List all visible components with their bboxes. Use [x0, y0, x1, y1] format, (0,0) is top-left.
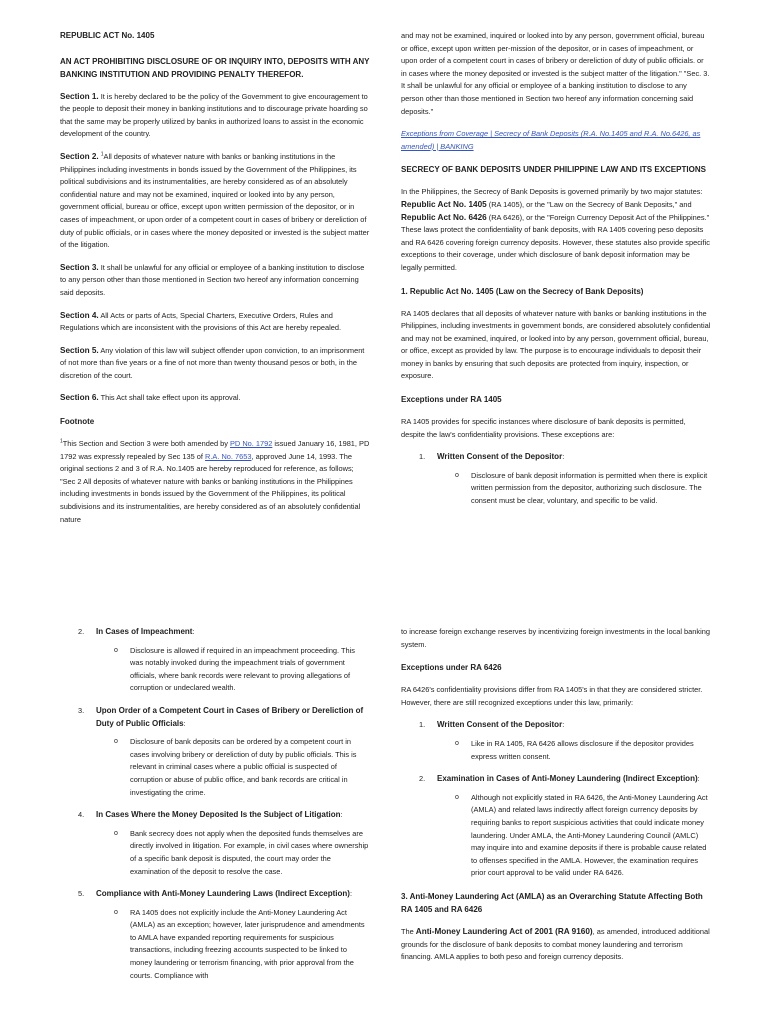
list-number: 3. — [78, 705, 85, 715]
sub-list-item — [60, 907, 370, 983]
list-number: 1. — [419, 720, 426, 730]
footnote-part: This Section and Section 3 were both amended by — [62, 439, 230, 449]
list-item-title: Examination in Cases of Anti-Money Laundering (Indirect Exception) — [437, 774, 698, 784]
section-6 — [60, 392, 370, 405]
list-colon: : — [192, 627, 195, 636]
section-text: All Acts or parts of Acts, Special Charters, Executive Orders, Rules and Regulations which are inconsistent with the provisions of this Act are hereby repealed. — [60, 310, 341, 333]
ra1405-paragraph: RA 1405 declares that all deposits of whatever nature with banks or banking institutions in the Philippines, including investments in government bonds, are considered absolutely confidential and may not be examined, inquired, or looked into by any person, government official, bureau, or office, except as provided by law. The purpose is to encourage individuals to deposit their money in banks by ensuring that such deposits are protected from inquiry, inspection, or exposure. — [401, 308, 711, 381]
sub-list-item — [60, 828, 370, 878]
source-link[interactable]: Exceptions from Coverage | Secrecy of Bank Deposits (R.A. No.1405 and R.A. No.6426, as amended) | BANKING — [401, 129, 701, 151]
page2-left-column — [60, 626, 370, 992]
list-number: 4. — [78, 810, 85, 820]
footnote-continuation: and may not be examined, inquired or looked into by any person, government official, bureau or office, except upon written per-mission of the depositor, or in cases of impeachment, or upon order of a competent court in cases of bribery or dereliction of duty of public officials. or in cases where the money deposited or invested is the subject matter of the litigation." "Sec. 3. It shall be unlawful for any official or employee of a banking institution to disclose to any person other than those mentioned in Section two hereof any information concerning said deposits." — [401, 31, 710, 116]
pd-1792-link[interactable]: PD No. 1792 — [230, 439, 273, 449]
list-item-title: In Cases of Impeachment — [96, 627, 193, 636]
sub-list-item — [60, 736, 370, 799]
section-text: All deposits of whatever nature with banks or banking institutions in the Philippines including investments in bonds issued by the Government of the Philippines, its political subdivisions and its instrumentalities, are hereby considered as of an absolutely confidential nature and may not be examined, inquired or looked into by any person, government official, bureau or office, except upon written permission of the depositor, or in cases of impeachment, or upon order of a competent court in cases of bribery or dereliction of duty of public officials, or in cases where the money deposited or invested is the subject matter of the litigation. — [60, 151, 370, 250]
amla-act-name: Anti-Money Laundering Act of 2001 (RA 9160) — [415, 926, 593, 936]
list-colon: : — [349, 889, 353, 899]
main-heading: SECRECY OF BANK DEPOSITS UNDER PHILIPPINE LAW AND ITS EXCEPTIONS — [401, 165, 706, 175]
footnote-part: issued January 16, 1981, PD 1792 was expressly repealed by Sec 135 of — [60, 439, 370, 461]
footnote-part: , approved June 14, 1993. The original sections 2 and 3 of R.A. No.1405 are hereby reproduced for reference, as follows; "Sec 2 All deposits of whatever nature with banks or banking institutions in the Philippines including investments in bonds issued by the Government of the Philippines, its political subdivisions and its instrumentalities, are hereby considered as of an absolutely confidential nature — [60, 451, 361, 524]
exceptions-heading: Exceptions under RA 1405 — [401, 395, 502, 405]
section-label: Section 6. — [60, 393, 99, 403]
page-gap — [0, 580, 768, 612]
amla-part: The — [401, 926, 416, 936]
circle-bullet-icon: o — [114, 738, 118, 746]
sub-item-text: Disclosure of bank deposits can be ordered by a competent court in cases involving bribery or dereliction of duty by public officials. This is relevant in criminal cases where a public official is suspected of corruption or abuse of public office, and bank records are critical in investigating the crime. — [130, 737, 357, 797]
sub-list-item — [401, 738, 711, 763]
circle-bullet-icon: o — [114, 646, 118, 654]
sub-item-text: Like in RA 1405, RA 6426 allows disclosure if the depositor provides express written consent. — [471, 738, 694, 761]
section-3 — [60, 262, 370, 300]
sub-item-text: Bank secrecy does not apply when the deposited funds themselves are directly involved in litigation. For example, in civil cases where ownership of a specific bank deposit is disputed, the court may order the examination of the deposit to resolve the case. — [130, 828, 369, 876]
circle-bullet-icon: o — [455, 739, 459, 747]
list-number: 5. — [78, 889, 85, 899]
footnote-text — [60, 438, 370, 526]
list-colon: : — [697, 774, 700, 784]
list-item — [401, 773, 711, 880]
intro-paragraph — [401, 186, 711, 274]
sub-item-text: Although not explicitly stated in RA 6426, the Anti-Money Laundering Act (AMLA) and related laws indirectly affect foreign currency deposits by requiring banks to report suspicious activities that could indicate money laundering. Under AMLA, the Anti-Money Laundering Council (AMLC) may inquire into and examine deposits if there is probable cause related to offenses specified in the AMLA. However, the examination requires prior court approval to be valid under RA 6426. — [471, 792, 708, 878]
list-item — [60, 809, 370, 878]
section-label: Section 3. — [60, 262, 99, 272]
list-item-title: Compliance with Anti-Money Laundering Laws (Indirect Exception) — [96, 889, 350, 899]
list-number: 1. — [419, 452, 426, 462]
section-text: It shall be unlawful for any official or employee of a banking institution to disclose to any person other than those mentioned in Section two hereof any information concerning said deposits. — [60, 262, 365, 297]
page1-left-column — [60, 30, 370, 536]
footnote-heading: Footnote — [60, 417, 95, 427]
footnote-marker: 1 — [60, 438, 63, 445]
circle-bullet-icon: o — [455, 793, 459, 801]
list-item-title: Written Consent of the Depositor — [437, 720, 563, 730]
intro-part: (RA 6426), or the "Foreign Currency Deposit Act of the Philippines." These laws protect the confidentiality of bank deposits, with RA 1405 covering peso deposits and RA 6426 covering foreign currency deposits. However, these statutes also provide specific exceptions to their coverage, under which disclosure of bank deposit information may be legally permitted. — [401, 212, 710, 272]
list-item — [401, 451, 711, 507]
section-2 — [60, 151, 370, 252]
sub-list-item — [60, 645, 370, 695]
amla-heading: 3. Anti-Money Laundering Act (AMLA) as an Overarching Statute Affecting Both RA 1405 and RA 6426 — [401, 891, 703, 914]
footnote-ref[interactable]: 1 — [100, 151, 104, 158]
list-colon: : — [340, 810, 343, 820]
page2-right-column — [401, 626, 711, 974]
list-item-title: In Cases Where the Money Deposited Is the Subject of Litigation — [96, 810, 341, 820]
ra6426-exceptions-heading: Exceptions under RA 6426 — [401, 663, 502, 673]
section-label: Section 5. — [60, 345, 99, 355]
section-4 — [60, 310, 370, 335]
continuation-paragraph: to increase foreign exchange reserves by incentivizing foreign investments in the local banking system. — [401, 627, 710, 649]
section-text: Any violation of this law will subject offender upon conviction, to an imprisonment of not more than five years or a fine of not more than twenty thousand pesos or both, in the discretion of the court. — [60, 345, 365, 380]
sub-list-item — [401, 792, 711, 880]
exceptions-paragraph: RA 1405 provides for specific instances where disclosure of bank deposits is permitted, despite the law's confidentiality provisions. These exceptions are: — [401, 417, 686, 439]
ra-1405-name: Republic Act No. 1405 — [401, 199, 487, 209]
list-item-title: Written Consent of the Depositor — [437, 452, 563, 462]
circle-bullet-icon: o — [114, 829, 118, 837]
section-label: Section 2. — [60, 151, 99, 161]
section-text: It is hereby declared to be the policy of the Government to give encouragement to the people to deposit their money in banking institutions and to discourage private hoarding so that the same may be properly utilized by banks in authorized loans to assist in the economic development of the country. — [60, 91, 368, 139]
list-item — [401, 719, 711, 763]
ra1405-heading: 1. Republic Act No. 1405 (Law on the Secrecy of Bank Deposits) — [401, 286, 644, 296]
list-item — [60, 626, 370, 695]
section-5 — [60, 345, 370, 383]
list-number: 2. — [78, 627, 85, 636]
circle-bullet-icon: o — [114, 908, 118, 916]
intro-part: In the Philippines, the Secrecy of Bank Deposits is governed primarily by two major statutes: — [401, 187, 703, 197]
page1-right-column — [401, 30, 711, 518]
section-label: Section 4. — [60, 310, 99, 320]
intro-part: (RA 1405), or the "Law on the Secrecy of Bank Deposits," and — [486, 199, 692, 209]
ra-7653-link[interactable]: R.A. No. 7653 — [205, 451, 252, 461]
act-title: AN ACT PROHIBITING DISCLOSURE OF OR INQUIRY INTO, DEPOSITS WITH ANY BANKING INSTITUTION AND PROVIDING PENALTY THEREFOR. — [60, 56, 370, 79]
circle-bullet-icon: o — [455, 471, 459, 479]
section-1 — [60, 91, 370, 141]
list-colon: : — [183, 718, 186, 728]
section-text: This Act shall take effect upon its approval. — [100, 393, 241, 403]
list-colon: : — [562, 452, 565, 462]
list-item-title: Upon Order of a Competent Court in Cases of Bribery or Dereliction of Duty of Public Officials — [96, 705, 364, 728]
amla-paragraph — [401, 926, 711, 964]
act-number: REPUBLIC ACT No. 1405 — [60, 31, 155, 40]
sub-item-text: Disclosure is allowed if required in an impeachment proceeding. This was notably invoked during the impeachment trials of government officials, where bank records were relevant to proving allegations of corruption or undeclared wealth. — [130, 645, 355, 693]
list-item — [60, 888, 370, 982]
ra-6426-name: Republic Act No. 6426 — [401, 212, 487, 222]
document-page-2 — [0, 612, 768, 1024]
list-item — [60, 705, 370, 799]
section-label: Section 1. — [60, 91, 99, 101]
list-colon: : — [562, 720, 565, 730]
sub-item-text: Disclosure of bank deposit information is permitted when there is explicit written permission from the depositor, authorizing such disclosure. The consent must be clear, voluntary, and specific to be valid. — [471, 470, 708, 506]
ra6426-paragraph: RA 6426's confidentiality provisions differ from RA 1405's in that they are considered stricter. However, there are still recognized exceptions under this law, primarily: — [401, 685, 703, 707]
sub-list-item — [401, 470, 711, 508]
list-number: 2. — [419, 774, 426, 784]
sub-item-text: RA 1405 does not explicitly include the Anti-Money Laundering Act (AMLA) as an exception; however, later jurisprudence and amendments to AMLA have expanded reporting requirements for suspicious transactions, including freezing accounts suspected to be linked to money laundering or terrorism financing, with prior approval from the courts. Compliance with — [130, 907, 365, 980]
amla-part: , as amended, introduced additional grounds for the disclosure of bank deposits to combat money laundering and terrorism financing. AMLA applies to both peso and foreign currency deposits. — [401, 926, 710, 962]
